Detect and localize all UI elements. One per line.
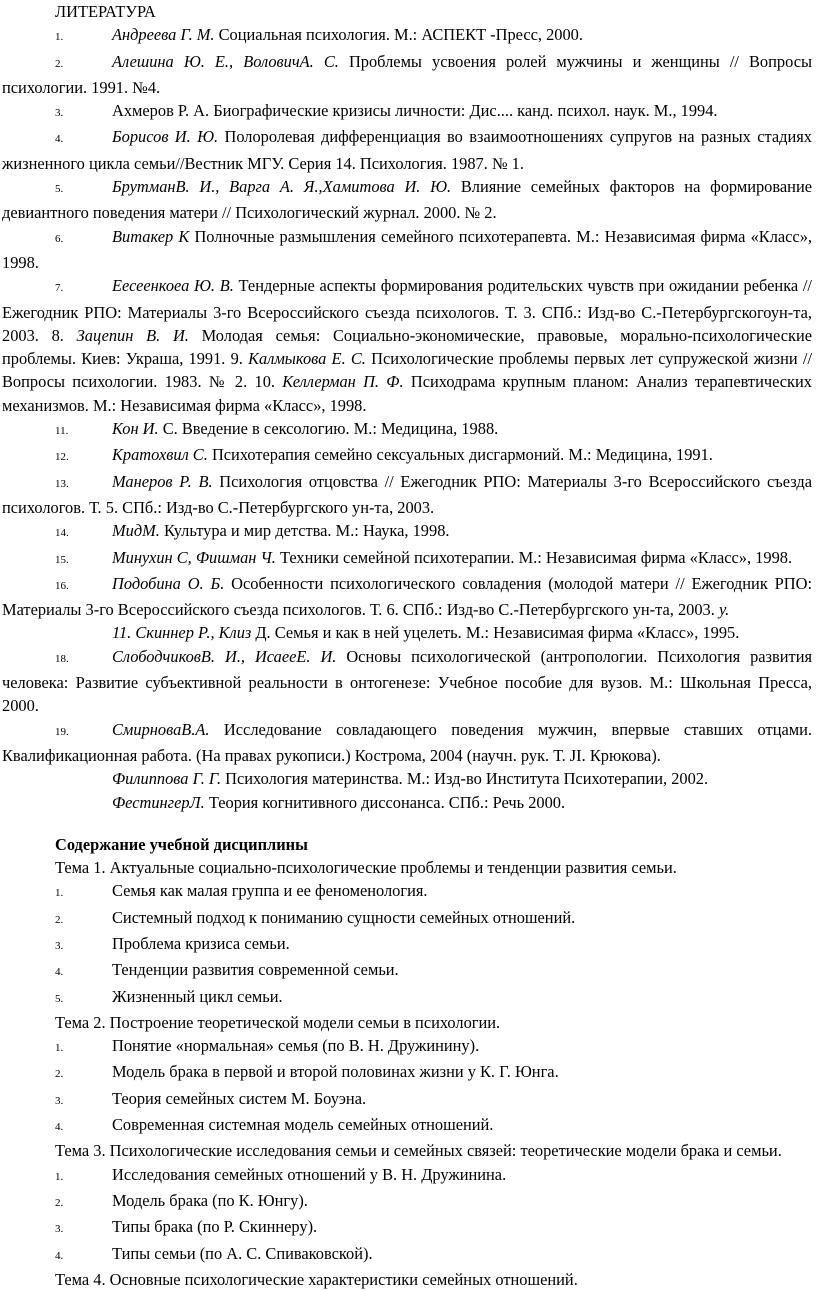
- reference-text: Культура и мир детства. М.: Наука, 1998.: [159, 521, 450, 541]
- reference-text: Исследование совладающего поведения мужчин, впервые ставших отцами. Квалификационная работа. (На правах рукописи.) Кострома, 2004 (научн. рук. Т. JI. Крюкова).: [2, 719, 812, 765]
- reference-item: [2, 23, 812, 49]
- topic-item-text: Семья как малая группа и ее феноменология.: [112, 881, 428, 901]
- topic-item-text: Модель брака (по К. Юнгу).: [112, 1190, 308, 1210]
- topic-item: [2, 1113, 812, 1139]
- reference-author: Филиппова Г. Г.: [112, 769, 222, 789]
- topic-item-number: 2.: [55, 913, 64, 926]
- reference-text: Психотерапия семейно сексуальных дисгармоний. М.: Медицина, 1991.: [207, 445, 713, 465]
- reference-number: 12.: [55, 451, 69, 464]
- reference-author: Манеров Р. В.: [112, 471, 213, 491]
- topic-item-number: 1.: [55, 1170, 64, 1183]
- reference-author: СлободчиковВ. И., ИсаееЕ. И.: [112, 646, 337, 666]
- reference-number: 4.: [55, 133, 64, 146]
- reference-item: [2, 718, 812, 768]
- reference-author: Витакер К: [112, 226, 190, 246]
- reference-tail: у.: [718, 600, 730, 620]
- reference-text: Д. Семья и как в ней уцелеть. М.: Независимая фирма «Класс», 1995.: [251, 623, 740, 643]
- reference-text: Психология отцовства // Ежегодник РПО: Материалы 3-го Всероссийского съезда психологов. Т. 5. СПб.: Изд-во С.-Петербургского ун-та, 2003.: [2, 471, 812, 517]
- topic-item: [2, 1242, 812, 1268]
- reference-number: 6.: [55, 232, 64, 245]
- reference-author: Кон И.: [112, 419, 159, 439]
- reference-text: Тендерные аспекты формирования родительских чувств при ожидании ребенка // Ежегодник РПО: Материалы 3-го Всероссийского съезда психологов. Т. 3. СПб.: Изд-во С.-Петербургскогоун-та, 2003. 8.: [2, 276, 812, 345]
- reference-author: Андреева Г. М.: [112, 25, 215, 45]
- reference-author: Зацепин В. И.: [76, 325, 189, 345]
- reference-number: 1.: [55, 31, 64, 44]
- topic-item: [2, 985, 812, 1011]
- topic-item: [2, 1060, 812, 1086]
- reference-item: [2, 274, 812, 417]
- topic-title: Тема 3. Психологические исследования семьи и семейных связей: теоретические модели брака и семьи.: [55, 1141, 782, 1161]
- topic-item-text: Тенденции развития современной семьи.: [112, 960, 399, 980]
- topic-item-number: 1.: [55, 1042, 64, 1055]
- reference-item: [2, 50, 812, 100]
- topic-item-number: 5.: [55, 992, 64, 1005]
- topic-item-number: 4.: [55, 966, 64, 979]
- reference-author: Калмыкова Е. С.: [248, 349, 366, 369]
- reference-author: Подобина О. Б.: [112, 573, 225, 593]
- reference-text: Полоролевая дифференциация во взаимоотношениях супругов на разных стадиях жизненного цикла семьи//Вестник МГУ. Серия 14. Психология. 1987. № 1.: [2, 127, 812, 173]
- reference-text: Психологические проблемы первых лет супружеской жизни // Вопросы психологии. 1983. № 2. 10.: [2, 349, 813, 392]
- reference-item: [2, 546, 812, 572]
- reference-text: Психодрама крупным планом: Анализ терапевтических механизмов. М.: Независимая фирма «Класс», 1998.: [2, 372, 812, 415]
- reference-author: 11. Скиннер Р., Клиз: [112, 623, 252, 643]
- topic-item: [2, 906, 812, 932]
- reference-text: С. Введение в сексологию. М.: Медицина, 1988.: [158, 419, 499, 439]
- topic-item: [2, 932, 812, 958]
- reference-number: 7.: [55, 282, 64, 295]
- topic-item-text: Понятие «нормальная» семья (по В. Н. Дружинину).: [112, 1036, 480, 1056]
- reference-number: 16.: [55, 579, 69, 592]
- reference-author: Кратохвил С.: [112, 445, 208, 465]
- reference-text: Проблемы усвоения ролей мужчины и женщины // Вопросы психологии. 1991. №4.: [2, 51, 812, 97]
- topic-item-number: 3.: [55, 939, 64, 952]
- content-heading-text: Содержание учебной дисциплины: [55, 834, 308, 854]
- reference-text: Молодая семья: Социально-экономические, правовые, морально-психологические проблемы. Киев: Украша, 1991. 9.: [2, 325, 812, 369]
- topic-item: [2, 1215, 812, 1241]
- topic-item-text: Проблема кризиса семьи.: [112, 933, 290, 953]
- section-gap: [2, 814, 812, 833]
- reference-number: 14.: [55, 527, 69, 540]
- reference-item: [2, 99, 812, 125]
- content-heading: [2, 833, 812, 856]
- reference-author: Алешина Ю. Е., ВоловичА. С.: [112, 51, 339, 71]
- topic-item-text: Исследования семейных отношений у В. Н. Дружинина.: [112, 1164, 507, 1184]
- topic-title: Тема 2. Построение теоретической модели семьи в психологии.: [55, 1012, 501, 1032]
- topic-item-text: Типы семьи (по А. С. Спиваковской).: [112, 1243, 373, 1263]
- topic-item: [2, 1189, 812, 1215]
- reference-text: Особенности психологического совладения (молодой матери // Ежегодник РПО: Материалы 3-го Всероссийского съезда психологов. Т. 6. СПб.: Изд-во С.-Петербургского ун-та, 2003.: [2, 573, 812, 620]
- reference-number: 18.: [55, 652, 69, 665]
- reference-author: Борисов И. Ю.: [112, 127, 219, 147]
- reference-text: Полночные размышления семейного психотерапевта. М.: Независимая фирма «Класс», 1998.: [2, 226, 812, 272]
- topic-item: [2, 958, 812, 984]
- reference-item: [2, 791, 812, 814]
- reference-item: [2, 572, 812, 622]
- reference-number: 19.: [55, 725, 69, 738]
- reference-author: СмирноваВ.А.: [112, 719, 210, 739]
- topic-item-number: 1.: [55, 887, 64, 900]
- reference-text: Техники семейной психотерапии. М.: Независимая фирма «Класс», 1998.: [275, 547, 793, 567]
- topic-item: [2, 879, 812, 905]
- reference-text: Теория когнитивного диссонанса. СПб.: Речь 2000.: [204, 792, 566, 812]
- reference-text: Ахмеров Р. А. Биографические кризисы личности: Дис.... канд. психол. наук. М., 1994.: [112, 101, 718, 121]
- reference-item: [2, 519, 812, 545]
- topic-item-number: 2.: [55, 1196, 64, 1209]
- topic-item-text: Модель брака в первой и второй половинах жизни у К. Г. Юнга.: [112, 1062, 559, 1082]
- literature-heading: ЛИТЕРАТУРА: [55, 2, 156, 21]
- topic-title: Тема 1. Актуальные социально-психологические проблемы и тенденции развития семьи.: [55, 858, 677, 878]
- topic-item-number: 3.: [55, 1223, 64, 1236]
- reference-item: [2, 645, 812, 718]
- topic-item: [2, 1087, 812, 1113]
- reference-item: [2, 417, 812, 443]
- reference-author: Келлерман П. Ф.: [282, 372, 404, 392]
- topic-item: [2, 1034, 812, 1060]
- reference-text: Социальная психология. М.: АСПЕКТ -Пресс, 2000.: [214, 25, 583, 45]
- topic-item-text: Современная системная модель семейных отношений.: [112, 1115, 494, 1135]
- topic-item-number: 4.: [55, 1121, 64, 1134]
- reference-author: Минухин С, Фишман Ч.: [112, 547, 276, 567]
- topic-item-number: 3.: [55, 1094, 64, 1107]
- reference-item: [2, 470, 812, 520]
- reference-number: 15.: [55, 553, 69, 566]
- reference-number: 5.: [55, 183, 64, 196]
- reference-author: Еесеенкоеа Ю. В.: [112, 276, 234, 296]
- reference-item: [2, 175, 812, 225]
- reference-item: [2, 125, 812, 175]
- reference-number: 3.: [55, 107, 64, 120]
- reference-number: 2.: [55, 57, 64, 70]
- topic-item-text: Системный подход к пониманию сущности семейных отношений.: [112, 907, 576, 927]
- reference-text: Психология материнства. М.: Изд-во Института Психотерапии, 2002.: [221, 769, 709, 789]
- topic-item-text: Типы брака (по Р. Скиннеру).: [112, 1217, 318, 1237]
- reference-text: Влияние семейных факторов на формирование девиантного поведения матери // Психологический журнал. 2000. № 2.: [2, 177, 812, 223]
- reference-item: [2, 443, 812, 469]
- reference-text: Основы психологической (антропологии. Психология развития человека: Развитие субъективной реальности в онтогенезе: Учебное пособие для вузов. М.: Школьная Пресса, 2000.: [2, 646, 813, 716]
- reference-number: 11.: [55, 425, 69, 438]
- topic-item-text: Теория семейных систем М. Боуэна.: [112, 1088, 367, 1108]
- topic-item-text: Жизненный цикл семьи.: [112, 986, 283, 1006]
- topic-item-number: 2.: [55, 1068, 64, 1081]
- reference-item: [2, 767, 812, 790]
- topic-item: [2, 1163, 812, 1189]
- reference-author: БрутманВ. И., Варга А. Я.,Хамитова И. Ю.: [112, 177, 452, 197]
- reference-author: ФестингерЛ.: [112, 792, 205, 812]
- reference-author: МидМ.: [112, 521, 160, 541]
- topic-item-number: 4.: [55, 1249, 64, 1262]
- reference-item: [2, 225, 812, 275]
- reference-number: 13.: [55, 477, 69, 490]
- reference-item: [2, 621, 812, 644]
- topic-title: Тема 4. Основные психологические характеристики семейных отношений.: [55, 1269, 578, 1289]
